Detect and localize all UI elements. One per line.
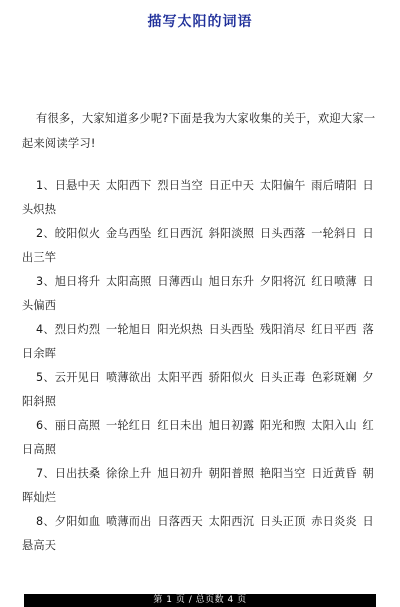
intro-paragraph: 有很多，大家知道多少呢?下面是我为大家收集的关于，欢迎大家一起来阅读学习!: [22, 112, 376, 151]
list-item-2: 2、皎阳似火 金乌西坠 红日西沉 斜阳淡照 日头西落 一轮斜日 日出三竿: [22, 227, 374, 264]
page-footer: [24, 594, 376, 607]
list-item-7: 7、日出扶桑 徐徐上升 旭日初升 朝阳普照 艳阳当空 日近黄昏 朝晖灿烂: [22, 467, 374, 504]
list-item-8: 8、夕阳如血 喷薄而出 日落西天 太阳西沉 日头正顶 赤日炎炎 日悬高天: [22, 515, 374, 552]
word-list: [22, 174, 382, 558]
page-indicator: 第 1 页 / 总页数 4 页: [153, 595, 247, 605]
document-title: 描写太阳的词语: [147, 14, 253, 30]
list-item-4: 4、烈日灼烈 一轮旭日 阳光炽热 日头西坠 残阳消尽 红日平西 落日余晖: [22, 323, 374, 360]
list-item-5: 5、云开见日 喷薄欲出 太阳平西 骄阳似火 日头正毒 色彩斑斓 夕阳斜照: [22, 371, 374, 408]
list-item-6: 6、丽日高照 一轮红日 红日未出 旭日初露 阳光和煦 太阳入山 红日高照: [22, 419, 374, 456]
list-item-1: 1、日悬中天 太阳西下 烈日当空 日正中天 太阳偏午 雨后晴阳 日头炽热: [22, 179, 374, 216]
list-item-3: 3、旭日将升 太阳高照 日薄西山 旭日东升 夕阳将沉 红日喷薄 日头偏西: [22, 275, 374, 312]
